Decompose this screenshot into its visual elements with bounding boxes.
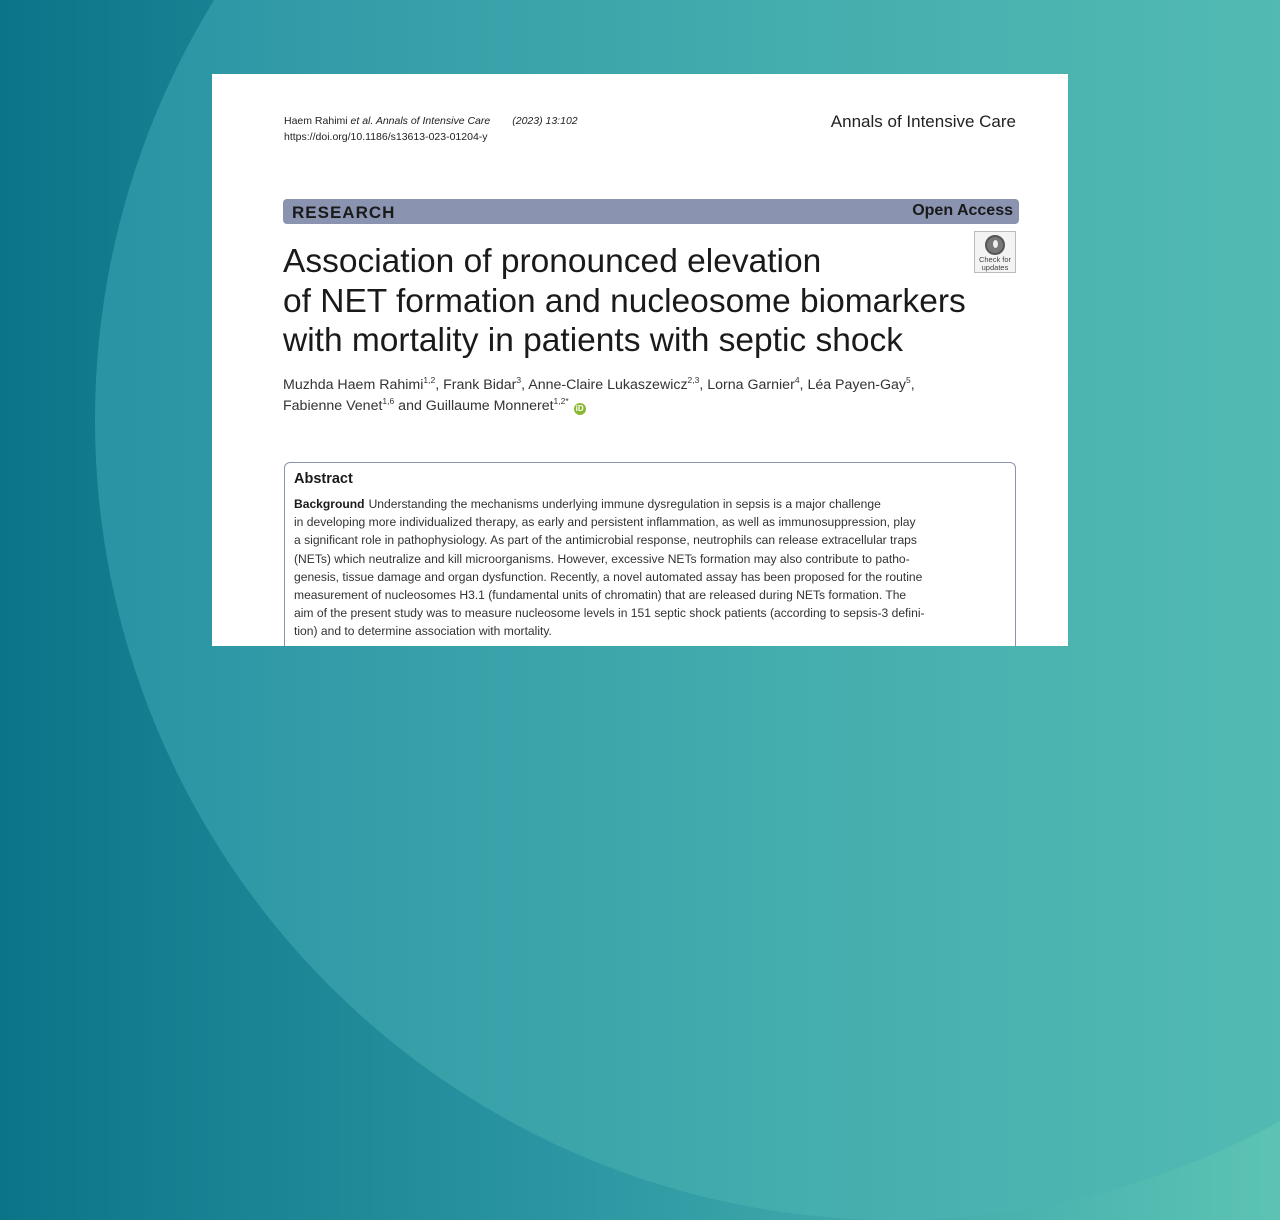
author-list — [283, 375, 1023, 417]
author-separator: , — [699, 377, 708, 393]
abstract-line: (NETs) which neutralize and kill microorganisms. However, excessive NETs formation may also contribute to patho- — [294, 551, 910, 566]
journal-name: Annals of Intensive Care — [830, 112, 1016, 131]
author-name[interactable]: Muzhda Haem Rahimi — [283, 377, 424, 393]
doi-link[interactable]: https://doi.org/10.1186/s13613-023-01204-y — [284, 131, 488, 143]
orcid-icon[interactable]: iD — [575, 404, 584, 413]
abstract-line-text: Understanding the mechanisms underlying immune dysregulation in sepsis is a major challenge — [368, 497, 881, 511]
citation-journal: et al. Annals of Intensive Care — [350, 115, 491, 127]
article-title — [283, 242, 1003, 361]
abstract-box — [284, 462, 1016, 646]
author-line — [283, 375, 1023, 396]
author-name[interactable]: Anne-Claire Lukaszewicz — [528, 377, 688, 393]
paper-page — [212, 74, 1068, 646]
author-separator: and — [394, 398, 426, 414]
abstract-heading: Abstract — [294, 471, 353, 487]
author-name[interactable]: Lorna Garnier — [707, 377, 795, 393]
title-line: of NET formation and nucleosome biomarkers — [283, 282, 966, 320]
abstract-text — [294, 495, 1014, 641]
author-name[interactable]: Frank Bidar — [443, 377, 517, 393]
citation-authors: Haem Rahimi — [284, 115, 348, 127]
author-affiliation: 2,3 — [687, 375, 700, 385]
author-affiliation: 4 — [794, 375, 800, 385]
author-separator: , — [799, 377, 808, 393]
citation-line — [284, 113, 578, 129]
author-name[interactable]: Fabienne Venet — [283, 398, 383, 414]
author-separator: , — [910, 377, 915, 393]
abstract-line — [294, 495, 1014, 513]
author-name[interactable]: Léa Payen-Gay — [807, 377, 907, 393]
author-separator: , — [435, 377, 444, 393]
article-type-label: RESEARCH — [292, 203, 396, 222]
background-label: Background — [294, 497, 365, 511]
citation — [284, 113, 578, 145]
abstract-line: tion) and to determine association with mortality. — [294, 624, 552, 639]
crossmark-label-line: Check for — [978, 255, 1012, 264]
author-affiliation: 1,2* — [553, 396, 569, 406]
abstract-line: aim of the present study was to measure nucleosome levels in 151 septic shock patients (according to sepsis-3 defini- — [294, 606, 925, 621]
author-affiliation: 5 — [906, 375, 911, 385]
abstract-line: measurement of nucleosomes H3.1 (fundamental units of chromatin) that are released during NETs formation. The — [294, 588, 907, 603]
citation-year: (2023) 13:102 — [512, 115, 578, 127]
author-line — [283, 396, 1023, 417]
article-type-banner — [283, 199, 1019, 224]
author-affiliation: 1,2 — [423, 375, 436, 385]
abstract-line: a significant role in pathophysiology. As part of the antimicrobial response, neutrophils can release extracellular traps — [294, 533, 917, 548]
author-name[interactable]: Guillaume Monneret — [425, 398, 554, 414]
crossmark-label-line: updates — [981, 263, 1009, 272]
author-separator: , — [521, 377, 529, 393]
title-line: with mortality in patients with septic shock — [283, 322, 903, 359]
abstract-line: in developing more individualized therapy, as early and persistent inflammation, as well as immunosuppression, play — [294, 515, 916, 530]
author-affiliation: 3 — [516, 375, 522, 385]
title-line: Association of pronounced elevation — [283, 243, 822, 280]
abstract-line: genesis, tissue damage and organ dysfunction. Recently, a novel automated assay has been proposed for the routine — [294, 569, 923, 584]
open-access-label: Open Access — [912, 202, 1013, 219]
author-affiliation: 1,6 — [382, 396, 395, 406]
